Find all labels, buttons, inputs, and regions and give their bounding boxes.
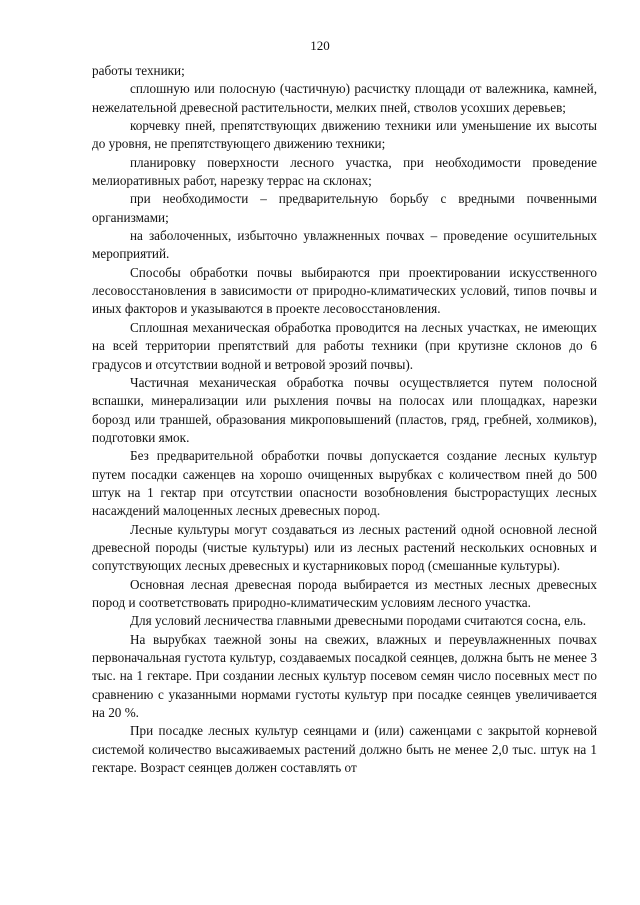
paragraph: планировку поверхности лесного участка, при необходимости проведение мелиоративных работ, нарезку террас на склонах;	[92, 154, 597, 189]
paragraph: Способы обработки почвы выбираются при проектировании искусственного лесовосстановления в зависимости от природно-климатических условий, типов почвы и иных факторов и указываются в проекте лесовосстановления.	[92, 264, 597, 317]
paragraph: Частичная механическая обработка почвы осуществляется путем полосной вспашки, минерализации или рыхления почвы на полосах или площадках, нарезки борозд или траншей, образования микроповышений (пластов, гряд, гребней, холмиков), подготовки ямок.	[92, 374, 597, 445]
paragraph: Сплошная механическая обработка проводится на лесных участках, не имеющих на всей территории препятствий для работы техники (при крутизне склонов до 6 градусов и отсутствии водной и ветровой эрозий почвы).	[92, 319, 597, 372]
paragraph: сплошную или полосную (частичную) расчистку площади от валежника, камней, нежелательной древесной растительности, мелких пней, стволов усохших деревьев;	[92, 81, 597, 115]
paragraph: Основная лесная древесная порода выбирается из местных лесных древесных пород и соответствовать природно-климатическим условиям лесного участка.	[92, 576, 597, 610]
paragraph: Лесные культуры могут создаваться из лесных растений одной основной лесной древесной породы (чистые культуры) или из лесных растений нескольких основных и сопутствующих лесных древесных и кустарниковых пород (смешанные культуры).	[92, 521, 597, 574]
paragraph: На вырубках таежной зоны на свежих, влажных и переувлажненных почвах первоначальная густота культур, создаваемых посадкой сеянцев, должна быть не менее 3 тыс. на 1 гектаре. При создании лесных культур посевом семян число посевных мест по сравнению с указанными нормами густоты культур при посадке сеянцев увеличивается на 20 %.	[92, 631, 597, 721]
paragraph: корчевку пней, препятствующих движению техники или уменьшение их высоты до уровня, не препятствующего движению техники;	[92, 118, 597, 152]
page-number: 120	[310, 38, 330, 53]
paragraph: при необходимости – предварительную борьбу с вредными почвенными организмами;	[92, 191, 597, 225]
paragraph: Для условий лесничества главными древесными породами считаются сосна, ель.	[130, 613, 587, 629]
body-text	[92, 62, 597, 777]
paragraph: Без предварительной обработки почвы допускается создание лесных культур путем посадки саженцев на хорошо очищенных вырубках с количеством пней до 500 штук на 1 гектар при отсутствии опасности возобновления быстрорастущих лесных насаждений малоценных лесных древесных пород.	[92, 448, 597, 519]
paragraph: на заболоченных, избыточно увлажненных почвах – проведение осушительных мероприятий.	[92, 228, 597, 262]
paragraph: работы техники;	[92, 63, 185, 78]
paragraph: При посадке лесных культур сеянцами и (или) саженцами с закрытой корневой системой количество высаживаемых растений должно быть не менее 2,0 тыс. штук на 1 гектаре. Возраст сеянцев должен составлять от	[92, 723, 597, 776]
